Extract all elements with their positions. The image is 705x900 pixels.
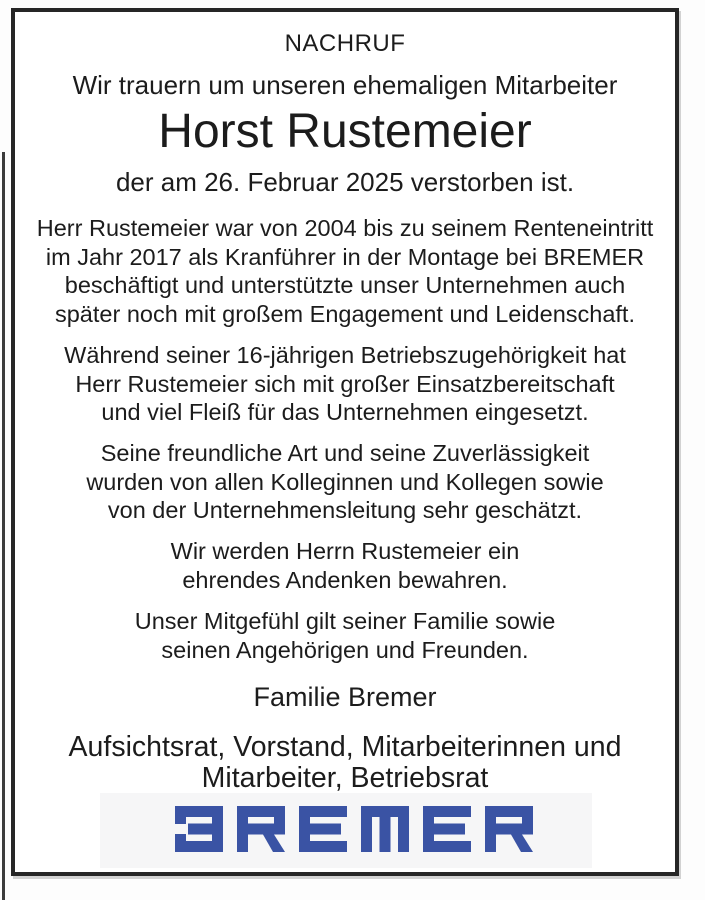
logo-letter-r [237, 806, 285, 852]
death-date-line: der am 26. Februar 2025 verstorben ist. [115, 167, 575, 197]
paragraph-line: im Jahr 2017 als Kranführer in der Montage bei BREMER [45, 243, 645, 270]
paragraph-line: Herr Rustemeier war von 2004 bis zu seinem Renteneintritt [36, 215, 654, 241]
signature-line: Aufsichtsrat, Vorstand, Mitarbeiterinnen und [68, 731, 622, 763]
paragraph-line: später noch mit großem Engagement und Leidenschaft. [54, 300, 635, 327]
logo-letter-m [361, 806, 409, 852]
paragraph-line: seinen Angehörigen und Freunden. [161, 636, 529, 663]
logo-letter-e [423, 806, 471, 852]
paragraph-remembrance [15, 537, 675, 594]
signature-line: Mitarbeiter, Betriebsrat [201, 761, 489, 794]
family-signature: Familie Bremer [253, 682, 437, 712]
paragraph-career [15, 214, 675, 328]
logo-letter-r [485, 806, 533, 852]
bremer-logo [173, 806, 535, 852]
paragraph-line: Seine freundliche Art und seine Zuverlässigkeit [100, 440, 590, 466]
mourning-intro-line: Wir trauern um unseren ehemaligen Mitarbeiter [72, 70, 618, 100]
notice-type-heading: NACHRUF [284, 30, 406, 57]
paragraph-line: wurden von allen Kolleginnen und Kollegen sowie [86, 468, 604, 495]
paragraph-character [15, 439, 675, 525]
paragraph-condolence [15, 607, 675, 664]
paragraph-line: Herr Rustemeier sich mit großer Einsatzbereitschaft [75, 370, 615, 397]
obituary-card [11, 8, 679, 876]
paragraph-line: Unser Mitgefühl gilt seiner Familie sowie [134, 608, 556, 634]
paragraph-line: Wir werden Herrn Rustemeier ein [170, 538, 520, 564]
paragraph-line: von der Unternehmensleitung sehr geschätzt. [107, 497, 583, 523]
logo-letter-b [175, 806, 223, 852]
logo-letter-e [299, 806, 347, 852]
company-signature [15, 732, 675, 793]
adjacent-notice-edge [2, 152, 5, 900]
paragraph-line: beschäftigt und unterstützte unser Unternehmen auch [64, 272, 626, 298]
paragraph-line: und viel Fleiß für das Unternehmen eingesetzt. [101, 399, 589, 425]
paragraph-tenure [15, 341, 675, 427]
paragraph-line: Während seiner 16-jährigen Betriebszugehörigkeit hat [64, 342, 626, 368]
paragraph-line: ehrendes Andenken bewahren. [182, 566, 508, 593]
deceased-name: Horst Rustemeier [158, 105, 532, 158]
